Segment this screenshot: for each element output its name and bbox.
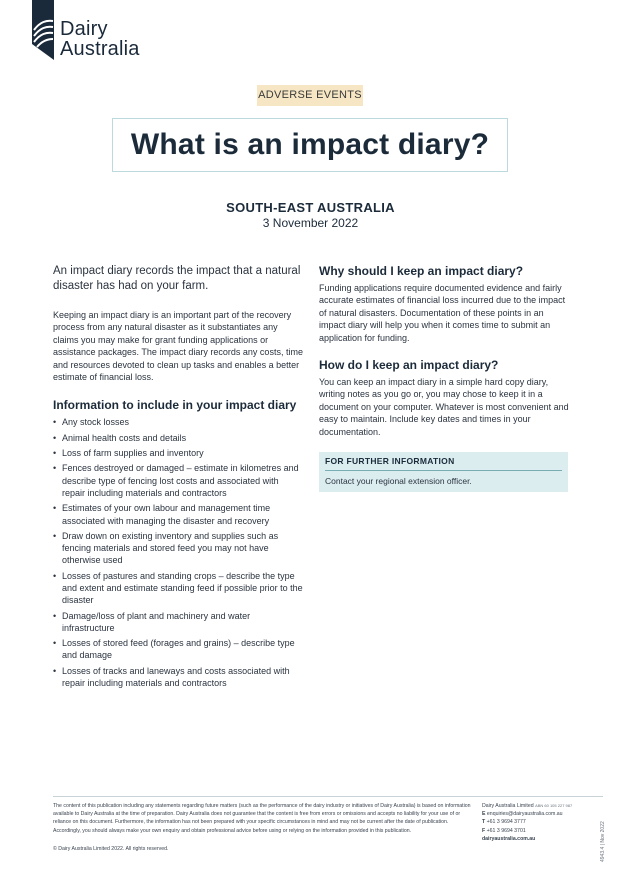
footer-org: Dairy Australia Limited <box>482 803 534 809</box>
further-info-text: Contact your regional extension officer. <box>325 476 472 487</box>
why-heading: Why should I keep an impact diary? <box>319 264 524 278</box>
lead-paragraph: An impact diary records the impact that a natural disaster has had on your farm. <box>53 265 301 292</box>
list-item: • Losses of stored feed (forages and grains) – describe type and damage <box>53 637 303 662</box>
list-item: • Damage/loss of plant and machinery and water infrastructure <box>53 610 303 635</box>
impact-list <box>53 416 303 689</box>
footer-org-line <box>482 802 597 810</box>
left-column <box>53 264 303 692</box>
list-heading: Information to include in your impact diary <box>53 398 297 413</box>
footer-email-line <box>482 810 597 818</box>
logo-line-1: Dairy <box>60 18 108 40</box>
list-item: • Any stock losses <box>53 416 303 428</box>
footer-fax-line <box>482 827 597 835</box>
email-label: E <box>482 811 486 818</box>
how-heading: How do I keep an impact diary? <box>319 358 499 373</box>
phone-label: T <box>482 819 486 826</box>
list-item: • Losses of pastures and standing crops – describe the type and extent and estimate standing feed if possible prior to the disaster <box>53 570 303 607</box>
list-item: • Animal health costs and details <box>53 432 303 444</box>
category-tag: ADVERSE EVENTS <box>257 85 363 106</box>
footer-divider <box>53 796 603 797</box>
footer-email-link[interactable]: enquiries@dairyaustralia.com.au <box>486 811 563 818</box>
list-item: • Losses of tracks and laneways and costs associated with repair including materials and contractors <box>53 665 303 690</box>
fax-label: F <box>482 827 486 834</box>
list-item: • Estimates of your own labour and management time associated with managing the disaster and recovery <box>53 502 303 527</box>
doc-code-wrapper <box>598 802 608 862</box>
logo-wordmark <box>60 19 140 59</box>
publish-date: 3 November 2022 <box>262 216 359 230</box>
region-label: SOUTH-EAST AUSTRALIA <box>226 200 395 215</box>
title-box <box>112 118 508 172</box>
dairy-australia-stripes-icon <box>32 0 54 60</box>
footer-disclaimer: The content of this publication including any statements regarding future matters (such as the performance of the dairy industry or initiatives of Dairy Australia) is based on information available to Dairy Australia at the time of preparation. Dairy Australia does not guarantee that the content is free from errors or omissions and accepts no liability for your use of or reliance on this document. Furthermore, the information has not been prepared with your specific circumstances in mind and may not be current after the date of publication. Accordingly, you should always make your own enquiry and obtain professional advice before using or relying on the information provided in this publication. <box>53 803 471 834</box>
footer-phone: +61 3 9694 3777 <box>486 819 526 826</box>
why-paragraph: Funding applications require documented evidence and fairly accurate estimates of financial loss incurred due to the impact of natural disasters. Documentation of these points in an impact diary will help you when it comes time to submit an application for funding. <box>319 283 566 343</box>
footer-contact <box>482 802 597 843</box>
footer-copyright: © Dairy Australia Limited 2022. All rights reserved. <box>53 846 169 852</box>
list-item: • Draw down on existing inventory and supplies such as fencing materials and stored feed you may not have otherwise used <box>53 530 303 567</box>
doc-code: 4943.4 | Nov 2022 <box>600 821 606 862</box>
list-item: • Loss of farm supplies and inventory <box>53 447 303 459</box>
further-info-title: FOR FURTHER INFORMATION <box>325 456 562 471</box>
list-item: • Fences destroyed or damaged – estimate in kilometres and describe type of fencing lost costs and associated with repair including materials and contractors <box>53 462 303 499</box>
page-title: What is an impact diary? <box>130 128 490 161</box>
footer-fax: +61 3 9694 3701 <box>486 827 526 834</box>
footer-phone-line <box>482 818 597 826</box>
further-info-box <box>319 452 568 492</box>
footer-abn: ABN 60 105 227 987 <box>535 803 573 808</box>
footer-website-link[interactable]: dairyaustralia.com.au <box>482 835 536 842</box>
dairy-australia-logo <box>32 0 140 60</box>
right-column <box>319 264 571 492</box>
intro-paragraph: Keeping an impact diary is an important part of the recovery process from any natural disaster as it substantiates any claims you may make for grant funding applications or assistance packages. The impact diary records any costs, time and resources devoted to clean up tasks and enables a better estimate of financial loss. <box>53 310 303 383</box>
how-paragraph: You can keep an impact diary in a simple hard copy diary, writing notes as you go or, you may chose to keep it in a document on your computer. Whatever is most convenient and easy to maintain. Include key dates and times in your documentation. <box>319 377 569 437</box>
logo-line-2: Australia <box>60 38 140 60</box>
